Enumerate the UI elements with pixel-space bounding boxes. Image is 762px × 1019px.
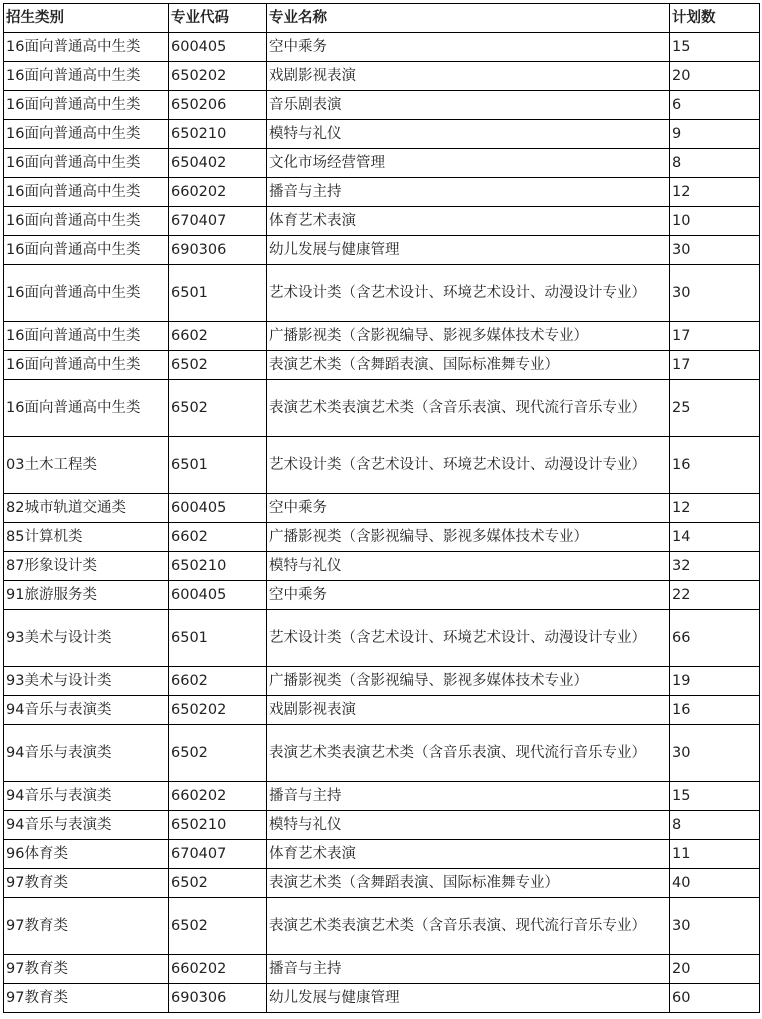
cell-category: 16面向普通高中生类 bbox=[4, 322, 169, 351]
table-row bbox=[4, 552, 760, 581]
table-row bbox=[4, 120, 760, 149]
cell-code: 6602 bbox=[169, 322, 267, 351]
table-row bbox=[4, 667, 760, 696]
cell-category: 16面向普通高中生类 bbox=[4, 351, 169, 380]
cell-name: 戏剧影视表演 bbox=[267, 696, 670, 725]
cell-category: 93美术与设计类 bbox=[4, 667, 169, 696]
table-row bbox=[4, 91, 760, 120]
cell-code: 670407 bbox=[169, 207, 267, 236]
cell-name: 广播影视类（含影视编导、影视多媒体技术专业） bbox=[267, 322, 670, 351]
cell-name: 表演艺术类（含舞蹈表演、国际标准舞专业） bbox=[267, 869, 670, 898]
cell-count: 15 bbox=[670, 782, 760, 811]
cell-category: 16面向普通高中生类 bbox=[4, 91, 169, 120]
cell-name: 体育艺术表演 bbox=[267, 840, 670, 869]
table-row bbox=[4, 955, 760, 984]
cell-code: 6501 bbox=[169, 610, 267, 667]
header-category: 招生类别 bbox=[4, 4, 169, 33]
cell-code: 650210 bbox=[169, 552, 267, 581]
cell-code: 690306 bbox=[169, 236, 267, 265]
table-row bbox=[4, 782, 760, 811]
table-row bbox=[4, 869, 760, 898]
cell-code: 600405 bbox=[169, 33, 267, 62]
cell-code: 600405 bbox=[169, 581, 267, 610]
cell-category: 16面向普通高中生类 bbox=[4, 236, 169, 265]
table-row bbox=[4, 610, 760, 667]
table-row bbox=[4, 437, 760, 494]
cell-code: 6602 bbox=[169, 667, 267, 696]
cell-code: 6502 bbox=[169, 380, 267, 437]
cell-category: 87形象设计类 bbox=[4, 552, 169, 581]
cell-count: 9 bbox=[670, 120, 760, 149]
cell-name: 表演艺术类（含舞蹈表演、国际标准舞专业） bbox=[267, 351, 670, 380]
cell-category: 16面向普通高中生类 bbox=[4, 207, 169, 236]
cell-category: 16面向普通高中生类 bbox=[4, 62, 169, 91]
cell-count: 12 bbox=[670, 178, 760, 207]
header-count: 计划数 bbox=[670, 4, 760, 33]
cell-code: 650202 bbox=[169, 696, 267, 725]
table-row bbox=[4, 265, 760, 322]
cell-name: 播音与主持 bbox=[267, 955, 670, 984]
cell-name: 广播影视类（含影视编导、影视多媒体技术专业） bbox=[267, 523, 670, 552]
cell-category: 16面向普通高中生类 bbox=[4, 265, 169, 322]
cell-count: 12 bbox=[670, 494, 760, 523]
cell-count: 30 bbox=[670, 236, 760, 265]
cell-name: 播音与主持 bbox=[267, 178, 670, 207]
cell-category: 16面向普通高中生类 bbox=[4, 33, 169, 62]
cell-count: 8 bbox=[670, 149, 760, 178]
cell-category: 91旅游服务类 bbox=[4, 581, 169, 610]
cell-name: 空中乘务 bbox=[267, 494, 670, 523]
cell-code: 670407 bbox=[169, 840, 267, 869]
cell-category: 82城市轨道交通类 bbox=[4, 494, 169, 523]
cell-code: 6502 bbox=[169, 898, 267, 955]
cell-name: 文化市场经营管理 bbox=[267, 149, 670, 178]
cell-name: 广播影视类（含影视编导、影视多媒体技术专业） bbox=[267, 667, 670, 696]
cell-name: 模特与礼仪 bbox=[267, 811, 670, 840]
cell-name: 表演艺术类表演艺术类（含音乐表演、现代流行音乐专业） bbox=[267, 380, 670, 437]
cell-category: 97教育类 bbox=[4, 898, 169, 955]
cell-name: 艺术设计类（含艺术设计、环境艺术设计、动漫设计专业） bbox=[267, 610, 670, 667]
cell-count: 32 bbox=[670, 552, 760, 581]
cell-category: 03土木工程类 bbox=[4, 437, 169, 494]
cell-name: 艺术设计类（含艺术设计、环境艺术设计、动漫设计专业） bbox=[267, 265, 670, 322]
cell-count: 8 bbox=[670, 811, 760, 840]
cell-code: 660202 bbox=[169, 955, 267, 984]
cell-count: 40 bbox=[670, 869, 760, 898]
table-row bbox=[4, 840, 760, 869]
cell-name: 播音与主持 bbox=[267, 782, 670, 811]
enrollment-plan-table bbox=[3, 3, 760, 1013]
cell-name: 表演艺术类表演艺术类（含音乐表演、现代流行音乐专业） bbox=[267, 725, 670, 782]
table-row bbox=[4, 523, 760, 552]
cell-code: 650402 bbox=[169, 149, 267, 178]
cell-count: 66 bbox=[670, 610, 760, 667]
table-row bbox=[4, 725, 760, 782]
cell-category: 94音乐与表演类 bbox=[4, 782, 169, 811]
cell-category: 97教育类 bbox=[4, 984, 169, 1013]
table-row bbox=[4, 178, 760, 207]
cell-code: 6501 bbox=[169, 265, 267, 322]
cell-count: 30 bbox=[670, 725, 760, 782]
cell-count: 20 bbox=[670, 62, 760, 91]
table-row bbox=[4, 581, 760, 610]
table-row bbox=[4, 898, 760, 955]
cell-category: 16面向普通高中生类 bbox=[4, 149, 169, 178]
cell-code: 660202 bbox=[169, 782, 267, 811]
cell-category: 85计算机类 bbox=[4, 523, 169, 552]
cell-code: 6602 bbox=[169, 523, 267, 552]
cell-count: 15 bbox=[670, 33, 760, 62]
cell-code: 690306 bbox=[169, 984, 267, 1013]
table-row bbox=[4, 236, 760, 265]
cell-category: 16面向普通高中生类 bbox=[4, 178, 169, 207]
cell-count: 16 bbox=[670, 696, 760, 725]
cell-count: 30 bbox=[670, 898, 760, 955]
cell-name: 幼儿发展与健康管理 bbox=[267, 984, 670, 1013]
cell-count: 30 bbox=[670, 265, 760, 322]
cell-name: 表演艺术类表演艺术类（含音乐表演、现代流行音乐专业） bbox=[267, 898, 670, 955]
cell-code: 650210 bbox=[169, 120, 267, 149]
cell-category: 94音乐与表演类 bbox=[4, 696, 169, 725]
cell-name: 戏剧影视表演 bbox=[267, 62, 670, 91]
cell-code: 650210 bbox=[169, 811, 267, 840]
cell-name: 空中乘务 bbox=[267, 581, 670, 610]
cell-count: 11 bbox=[670, 840, 760, 869]
header-name: 专业名称 bbox=[267, 4, 670, 33]
cell-category: 94音乐与表演类 bbox=[4, 725, 169, 782]
cell-name: 音乐剧表演 bbox=[267, 91, 670, 120]
table-row bbox=[4, 494, 760, 523]
cell-code: 650202 bbox=[169, 62, 267, 91]
cell-code: 660202 bbox=[169, 178, 267, 207]
cell-count: 25 bbox=[670, 380, 760, 437]
table-body bbox=[4, 33, 760, 1013]
cell-category: 96体育类 bbox=[4, 840, 169, 869]
cell-code: 650206 bbox=[169, 91, 267, 120]
cell-category: 94音乐与表演类 bbox=[4, 811, 169, 840]
header-code: 专业代码 bbox=[169, 4, 267, 33]
cell-name: 艺术设计类（含艺术设计、环境艺术设计、动漫设计专业） bbox=[267, 437, 670, 494]
cell-category: 16面向普通高中生类 bbox=[4, 380, 169, 437]
cell-count: 6 bbox=[670, 91, 760, 120]
cell-category: 97教育类 bbox=[4, 869, 169, 898]
table-row bbox=[4, 33, 760, 62]
cell-count: 17 bbox=[670, 322, 760, 351]
cell-category: 16面向普通高中生类 bbox=[4, 120, 169, 149]
cell-count: 22 bbox=[670, 581, 760, 610]
cell-code: 6502 bbox=[169, 351, 267, 380]
cell-count: 19 bbox=[670, 667, 760, 696]
table-row bbox=[4, 62, 760, 91]
cell-code: 600405 bbox=[169, 494, 267, 523]
table-row bbox=[4, 207, 760, 236]
table-row bbox=[4, 696, 760, 725]
table-row bbox=[4, 984, 760, 1013]
table-row bbox=[4, 811, 760, 840]
cell-count: 60 bbox=[670, 984, 760, 1013]
cell-count: 10 bbox=[670, 207, 760, 236]
table-header-row bbox=[4, 4, 760, 33]
cell-name: 模特与礼仪 bbox=[267, 120, 670, 149]
cell-code: 6502 bbox=[169, 869, 267, 898]
cell-name: 幼儿发展与健康管理 bbox=[267, 236, 670, 265]
cell-name: 体育艺术表演 bbox=[267, 207, 670, 236]
cell-code: 6502 bbox=[169, 725, 267, 782]
table-row bbox=[4, 380, 760, 437]
table-row bbox=[4, 149, 760, 178]
cell-category: 97教育类 bbox=[4, 955, 169, 984]
table-row bbox=[4, 322, 760, 351]
cell-category: 93美术与设计类 bbox=[4, 610, 169, 667]
cell-count: 16 bbox=[670, 437, 760, 494]
cell-name: 模特与礼仪 bbox=[267, 552, 670, 581]
cell-count: 14 bbox=[670, 523, 760, 552]
cell-count: 17 bbox=[670, 351, 760, 380]
cell-name: 空中乘务 bbox=[267, 33, 670, 62]
table-row bbox=[4, 351, 760, 380]
cell-count: 20 bbox=[670, 955, 760, 984]
cell-code: 6501 bbox=[169, 437, 267, 494]
